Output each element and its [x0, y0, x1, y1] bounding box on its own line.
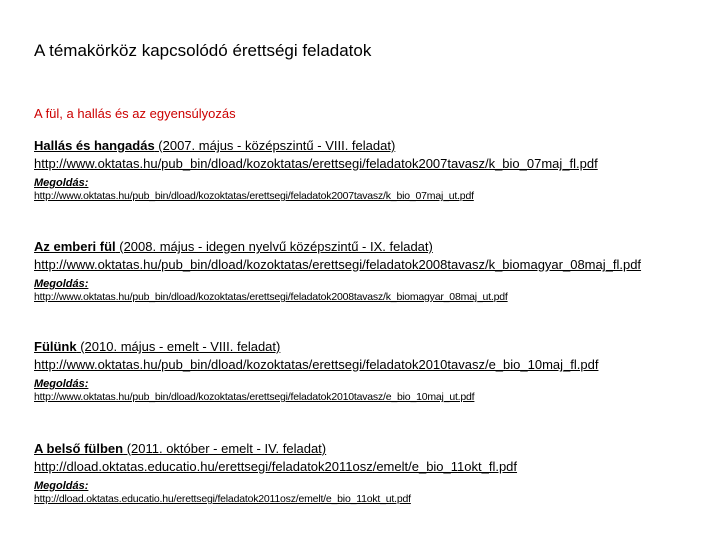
task-url-link[interactable]: http://www.oktatas.hu/pub_bin/dload/kozoktatas/erettsegi/feladatok2008tavasz/k_biomagyar_08maj_fl.pdf [34, 257, 642, 272]
task-url-link[interactable]: http://www.oktatas.hu/pub_bin/dload/kozoktatas/erettsegi/feladatok2007tavasz/k_bio_07maj_fl.pdf [34, 156, 598, 171]
section-title: A fül, a hallás és az egyensúlyozás [34, 106, 236, 121]
solution-url-link[interactable]: http://www.oktatas.hu/pub_bin/dload/kozoktatas/erettsegi/feladatok2008tavasz/k_biomagyar_08maj_ut.pdf [34, 291, 508, 303]
page-title: A témakörköz kapcsolódó érettségi feladatok [34, 41, 372, 60]
task-detail: (2011. október - emelt - IV. feladat) [123, 441, 327, 456]
solution-url-link[interactable]: http://dload.oktatas.educatio.hu/erettsegi/feladatok2011osz/emelt/e_bio_11okt_ut.pdf [34, 493, 411, 505]
task-item [34, 440, 714, 506]
task-item [34, 137, 714, 203]
task-title: Fülünk [34, 339, 77, 354]
solution-label: Megoldás: [34, 480, 89, 492]
task-detail: (2007. május - középszintű - VIII. feladat) [154, 138, 396, 153]
task-title-link[interactable] [34, 339, 280, 354]
task-item [34, 338, 714, 404]
solution-url-link[interactable]: http://www.oktatas.hu/pub_bin/dload/kozoktatas/erettsegi/feladatok2007tavasz/k_bio_07maj_ut.pdf [34, 190, 474, 202]
task-title: Hallás és hangadás [34, 138, 155, 153]
task-title-link[interactable] [34, 239, 433, 254]
task-url-link[interactable]: http://dload.oktatas.educatio.hu/erettsegi/feladatok2011osz/emelt/e_bio_11okt_fl.pdf [34, 459, 518, 474]
solution-label: Megoldás: [34, 177, 89, 189]
task-title-link[interactable] [34, 441, 326, 456]
task-title: Az emberi fül [34, 239, 116, 254]
task-detail: (2010. május - emelt - VIII. feladat) [76, 339, 281, 354]
solution-label: Megoldás: [34, 378, 89, 390]
solution-url-link[interactable]: http://www.oktatas.hu/pub_bin/dload/kozoktatas/erettsegi/feladatok2010tavasz/e_bio_10maj_ut.pdf [34, 391, 475, 403]
task-title: A belső fülben [34, 441, 124, 456]
task-title-link[interactable] [34, 138, 395, 153]
task-item [34, 238, 714, 304]
solution-label: Megoldás: [34, 278, 89, 290]
task-detail: (2008. május - idegen nyelvű középszintű - IX. feladat) [115, 239, 433, 254]
task-url-link[interactable]: http://www.oktatas.hu/pub_bin/dload/kozoktatas/erettsegi/feladatok2010tavasz/e_bio_10maj_fl.pdf [34, 357, 599, 372]
